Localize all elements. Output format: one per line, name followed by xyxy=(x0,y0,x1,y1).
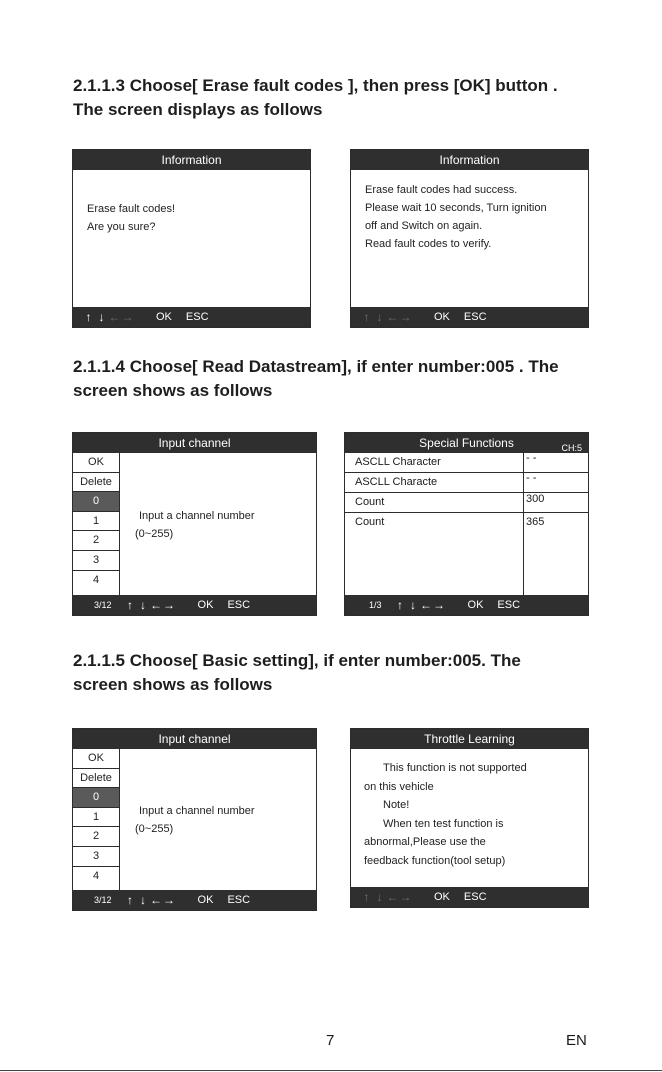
screen-title: Information xyxy=(73,150,310,170)
arrow-down-icon[interactable]: ↓ xyxy=(376,310,383,324)
arrow-left-icon[interactable]: ← xyxy=(150,598,163,612)
ok-button[interactable]: OK xyxy=(156,311,172,323)
arrow-left-icon[interactable]: ← xyxy=(386,890,399,904)
arrow-right-icon[interactable]: → xyxy=(399,310,412,324)
prompt-line: Input a channel number xyxy=(139,510,255,522)
row-name: Count xyxy=(355,516,385,528)
ok-button[interactable]: OK xyxy=(434,891,450,903)
arrow-up-icon[interactable]: ↑ xyxy=(127,598,134,612)
arrow-down-icon[interactable]: ↓ xyxy=(410,598,417,612)
row-name: Count xyxy=(355,496,385,508)
message-line: feedback function(tool setup) xyxy=(364,854,506,867)
ok-button[interactable]: OK xyxy=(467,599,484,611)
screen-footer xyxy=(73,890,316,910)
message-line: When ten test function is xyxy=(383,817,504,830)
page-bottom-rule xyxy=(0,1070,662,1071)
menu-item-digit-2[interactable]: 2 xyxy=(73,827,119,847)
message-line: off and Switch on again. xyxy=(365,220,483,232)
channel-prompt xyxy=(135,802,255,838)
arrow-left-icon[interactable]: ← xyxy=(150,893,163,907)
page-number: 7 xyxy=(326,1032,335,1049)
arrow-down-icon[interactable]: ↓ xyxy=(98,310,105,324)
menu-item-delete[interactable]: Delete xyxy=(73,473,119,493)
screen-input-channel xyxy=(72,728,317,911)
arrow-down-icon[interactable]: ↓ xyxy=(140,893,147,907)
esc-button[interactable]: ESC xyxy=(497,599,521,611)
table-row[interactable] xyxy=(345,493,588,513)
table-row[interactable] xyxy=(345,453,588,473)
menu-item-ok[interactable]: OK xyxy=(73,453,119,473)
arrow-up-icon[interactable]: ↑ xyxy=(85,310,92,324)
menu-item-digit-0[interactable]: 0 xyxy=(73,492,119,512)
menu-item-digit-1[interactable]: 1 xyxy=(73,808,119,828)
arrow-left-icon[interactable]: ← xyxy=(386,310,399,324)
screen-footer xyxy=(73,307,310,327)
screen-message xyxy=(87,200,175,236)
channel-menu xyxy=(73,749,120,890)
menu-item-delete[interactable]: Delete xyxy=(73,769,119,789)
ok-button[interactable]: OK xyxy=(434,311,450,323)
screen-title-text: Special Functions xyxy=(419,436,514,450)
page-indicator: 3/12 xyxy=(94,895,112,905)
page-indicator: 3/12 xyxy=(94,600,112,610)
screen-footer xyxy=(73,595,316,615)
arrow-right-icon[interactable]: → xyxy=(163,893,176,907)
message-line: This function is not supported xyxy=(383,762,527,774)
arrow-left-icon[interactable]: ← xyxy=(420,598,433,612)
ok-button[interactable]: OK xyxy=(197,599,214,611)
prompt-line: Input a channel number xyxy=(139,805,255,817)
menu-item-digit-3[interactable]: 3 xyxy=(73,551,119,571)
message-line: Erase fault codes had success. xyxy=(365,184,518,196)
arrow-down-icon[interactable]: ↓ xyxy=(376,890,383,904)
arrow-down-icon[interactable]: ↓ xyxy=(140,598,147,612)
screen-title xyxy=(345,433,588,453)
channel-prompt xyxy=(135,507,255,543)
arrow-up-icon[interactable]: ↑ xyxy=(363,890,370,904)
message-line: Are you sure? xyxy=(87,221,156,233)
table-row[interactable] xyxy=(345,513,588,533)
screen-title: Throttle Learning xyxy=(351,729,588,749)
menu-item-digit-4[interactable]: 4 xyxy=(92,573,100,586)
menu-item-digit-4[interactable]: 4 xyxy=(92,869,100,882)
message-line: Read fault codes to verify. xyxy=(365,238,492,250)
menu-item-digit-0[interactable]: 0 xyxy=(73,788,119,808)
message-line: on this vehicle xyxy=(364,780,434,793)
arrow-right-icon[interactable]: → xyxy=(433,598,446,612)
section-heading-basic-setting xyxy=(73,649,633,697)
screen-title: Input channel xyxy=(73,729,316,749)
screen-title: Input channel xyxy=(73,433,316,453)
row-value: - - xyxy=(526,472,537,484)
message-line: Note! xyxy=(383,799,410,811)
screen-footer xyxy=(351,887,588,907)
screen-message xyxy=(364,759,527,870)
section-heading-erase xyxy=(73,74,633,122)
heading-line: screen shows as follows xyxy=(73,675,273,694)
menu-item-digit-1[interactable]: 1 xyxy=(73,512,119,532)
arrow-right-icon[interactable]: → xyxy=(163,598,176,612)
row-name: ASCLL Character xyxy=(355,456,441,468)
screen-message xyxy=(365,181,547,253)
row-value: 365 xyxy=(526,516,545,528)
arrow-right-icon[interactable]: → xyxy=(121,310,134,324)
screen-footer xyxy=(345,595,588,615)
arrow-right-icon[interactable]: → xyxy=(399,890,412,904)
screen-special-functions xyxy=(344,432,589,616)
screen-erase-success xyxy=(350,149,589,328)
esc-button[interactable]: ESC xyxy=(227,894,251,906)
prompt-line: (0~255) xyxy=(135,528,174,540)
menu-item-ok[interactable]: OK xyxy=(73,749,119,769)
row-name: ASCLL Characte xyxy=(355,476,438,488)
channel-label: CH:5 xyxy=(561,443,582,453)
table-row[interactable] xyxy=(345,473,588,493)
ok-button[interactable]: OK xyxy=(197,894,214,906)
page-indicator: 1/3 xyxy=(369,600,382,610)
message-line: Erase fault codes! xyxy=(87,203,176,215)
heading-line: 2.1.1.3 Choose[ Erase fault codes ], then press [OK] button . xyxy=(73,76,558,95)
arrow-up-icon[interactable]: ↑ xyxy=(127,893,134,907)
message-line: Please wait 10 seconds, Turn ignition xyxy=(365,202,547,214)
heading-line: 2.1.1.4 Choose[ Read Datastream], if enter number:005 . The xyxy=(73,357,559,376)
section-heading-datastream xyxy=(73,355,633,403)
row-value: 300 xyxy=(526,493,545,505)
arrow-up-icon[interactable]: ↑ xyxy=(363,310,370,324)
heading-line: screen shows as follows xyxy=(73,381,273,400)
arrow-up-icon[interactable]: ↑ xyxy=(397,598,404,612)
esc-button[interactable]: ESC xyxy=(227,599,251,611)
menu-item-digit-3[interactable]: 3 xyxy=(73,847,119,867)
screen-input-channel xyxy=(72,432,317,616)
message-line: abnormal,Please use the xyxy=(364,836,486,848)
prompt-line: (0~255) xyxy=(135,823,174,835)
esc-button[interactable]: ESC xyxy=(463,891,487,903)
screen-erase-confirm xyxy=(72,149,311,328)
language-label: EN xyxy=(566,1032,587,1049)
arrow-left-icon[interactable]: ← xyxy=(108,310,121,324)
row-value: - - xyxy=(526,452,537,464)
screen-throttle-learning xyxy=(350,728,589,908)
esc-button[interactable]: ESC xyxy=(463,311,487,323)
heading-line: The screen displays as follows xyxy=(73,100,323,119)
channel-menu xyxy=(73,453,120,595)
menu-item-digit-2[interactable]: 2 xyxy=(73,531,119,551)
screen-title: Information xyxy=(351,150,588,170)
esc-button[interactable]: ESC xyxy=(185,311,209,323)
heading-line: 2.1.1.5 Choose[ Basic setting], if enter number:005. The xyxy=(73,651,521,670)
screen-footer xyxy=(351,307,588,327)
